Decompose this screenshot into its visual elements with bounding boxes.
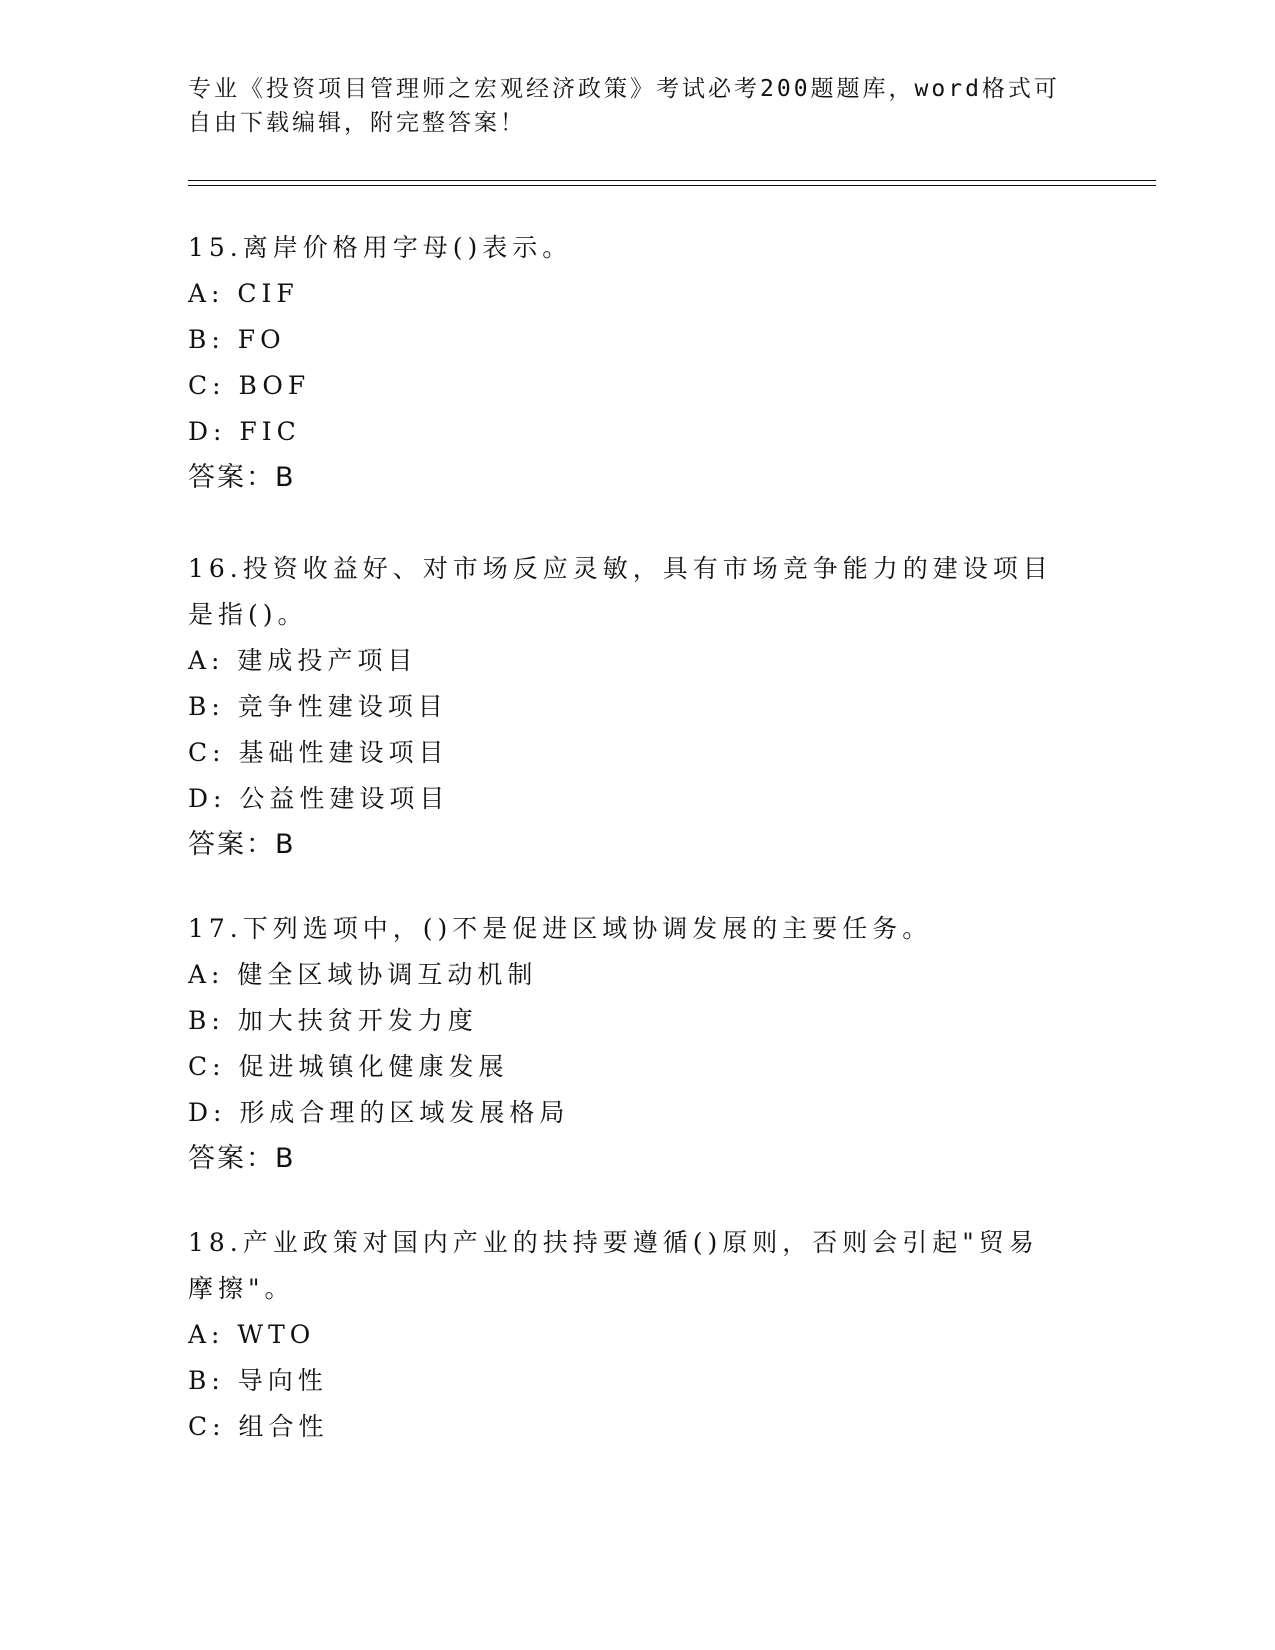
option-d: D: 形成合理的区域发展格局 bbox=[188, 1098, 570, 1127]
option-d: D: FIC bbox=[188, 417, 301, 446]
option-c: C: 基础性建设项目 bbox=[188, 738, 449, 767]
option-a: A: WTO bbox=[188, 1320, 316, 1349]
option-b: B: 竞争性建设项目 bbox=[188, 692, 448, 721]
option-b: B: 加大扶贫开发力度 bbox=[188, 1006, 478, 1035]
header-divider-top bbox=[188, 180, 1156, 181]
option-a: A: CIF bbox=[188, 279, 299, 308]
question-stem: 16.投资收益好、对市场反应灵敏，具有市场竞争能力的建设项目是指()。 bbox=[188, 554, 1053, 629]
option-b: B: 导向性 bbox=[188, 1366, 328, 1395]
option-d: D: 公益性建设项目 bbox=[188, 784, 450, 813]
option-c: C: BOF bbox=[188, 371, 311, 400]
header-divider-bottom bbox=[188, 185, 1156, 186]
question-16 bbox=[188, 546, 1068, 868]
question-18 bbox=[188, 1220, 1068, 1450]
answer-label: 答案：B bbox=[188, 462, 296, 493]
question-stem: 17.下列选项中，()不是促进区域协调发展的主要任务。 bbox=[188, 914, 933, 943]
question-stem: 18.产业政策对国内产业的扶持要遵循()原则，否则会引起"贸易摩擦"。 bbox=[188, 1228, 1039, 1303]
question-stem: 15.离岸价格用字母()表示。 bbox=[188, 233, 573, 262]
option-b: B: FO bbox=[188, 325, 286, 354]
option-a: A: 健全区域协调互动机制 bbox=[188, 960, 538, 989]
option-c: C: 组合性 bbox=[188, 1412, 329, 1441]
option-a: A: 建成投产项目 bbox=[188, 646, 418, 675]
option-c: C: 促进城镇化健康发展 bbox=[188, 1052, 509, 1081]
question-17 bbox=[188, 906, 1088, 1182]
question-15 bbox=[188, 225, 1088, 501]
answer-label: 答案：B bbox=[188, 829, 296, 860]
answer-label: 答案：B bbox=[188, 1143, 296, 1174]
document-intro: 专业《投资项目管理师之宏观经济政策》考试必考200题题库，word格式可自由下载编辑，附完整答案！ bbox=[188, 76, 1060, 136]
